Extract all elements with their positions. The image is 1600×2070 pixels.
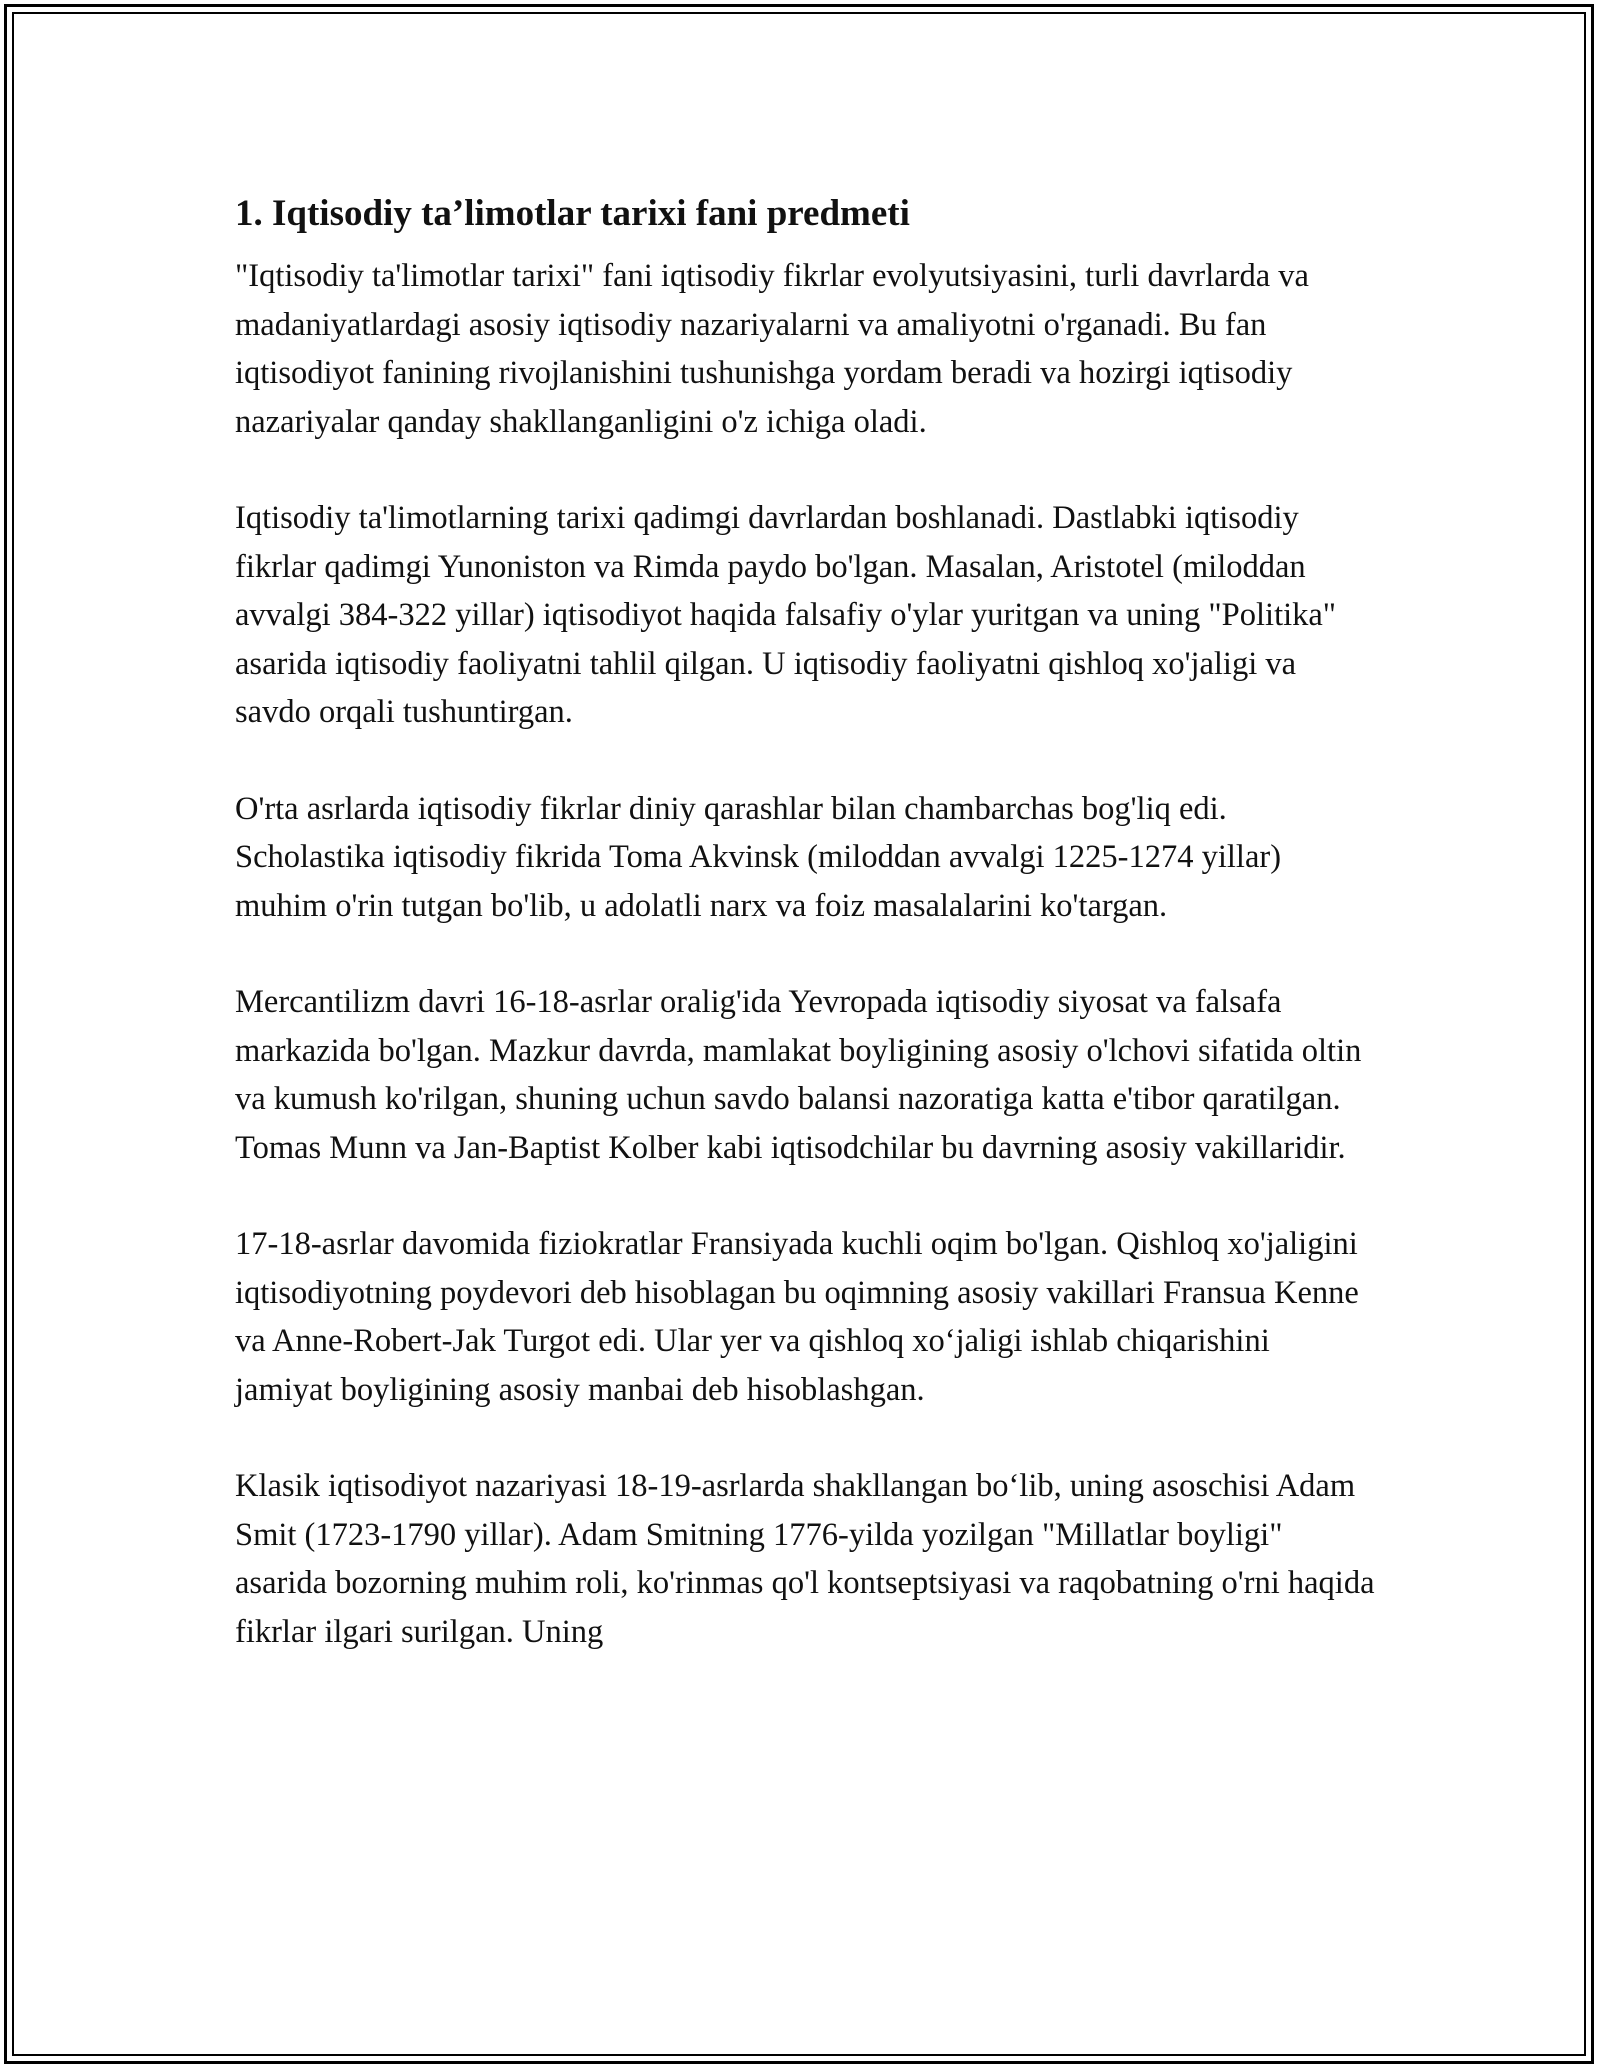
paragraph-mercantilism: Mercantilizm davri 16-18-asrlar oralig'ida Yevropada iqtisodiy siyosat va falsafa markazida bo'lgan. Mazkur davrda, mamlakat boyligining asosiy o'lchovi sifatida oltin va kumush ko'rilgan, shuning uchun savdo balansi nazoratiga katta e'tibor qaratilgan. Tomas Munn va Jan-Baptist Kolber kabi iqtisodchilar bu davrning asosiy vakillaridir. bbox=[235, 984, 1362, 1166]
section-heading: 1. Iqtisodiy ta’limotlar tarixi fani predmeti bbox=[235, 193, 910, 234]
paragraph-ancient: Iqtisodiy ta'limotlarning tarixi qadimgi davrlardan boshlanadi. Dastlabki iqtisodiy fikrlar qadimgi Yunoniston va Rimda paydo bo'lgan. Masalan, Aristotel (miloddan avvalgi 384-322 yillar) iqtisodiyot haqida falsafiy o'ylar yuritgan va uning "Politika" asarida iqtisodiy faoliyatni tahlil qilgan. U iqtisodiy faoliyatni qishloq xo'jaligi va savdo orqali tushuntirgan. bbox=[235, 500, 1337, 730]
paragraph-intro: "Iqtisodiy ta'limotlar tarixi" fani iqtisodiy fikrlar evolyutsiyasini, turli davrlarda va madaniyatlardagi asosiy iqtisodiy nazariyalarni va amaliyotni o'rganadi. Bu fan iqtisodiyot fanining rivojlanishini tushunishga yordam beradi va hozirgi iqtisodiy nazariyalar qanday shakllanganligini o'z ichiga oladi. bbox=[235, 258, 1309, 440]
document-content bbox=[235, 186, 1375, 1704]
paragraph-physiocrats: 17-18-asrlar davomida fiziokratlar Fransiyada kuchli oqim bo'lgan. Qishloq xo'jaligini iqtisodiyotning poydevori deb hisoblagan bu oqimning asosiy vakillari Fransua Kenne va Anne-Robert-Jak Turgot edi. Ular yer va qishloq xo‘jaligi ishlab chiqarishini jamiyat boyligining asosiy manbai deb hisoblashgan. bbox=[235, 1226, 1359, 1408]
paragraph-classical: Klasik iqtisodiyot nazariyasi 18-19-asrlarda shakllangan bo‘lib, uning asoschisi Adam Smit (1723-1790 yillar). Adam Smitning 1776-yilda yozilgan "Millatlar boyligi" asarida bozorning muhim roli, ko'rinmas qo'l kontseptsiyasi va raqobatning o'rni haqida fikrlar ilgari surilgan. Uning bbox=[235, 1468, 1375, 1650]
paragraph-middle-ages: O'rta asrlarda iqtisodiy fikrlar diniy qarashlar bilan chambarchas bog'liq edi. Scholastika iqtisodiy fikrida Toma Akvinsk (miloddan avvalgi 1225-1274 yillar) muhim o'rin tutgan bo'lib, u adolatli narx va foiz masalalarini ko'targan. bbox=[235, 790, 1282, 924]
